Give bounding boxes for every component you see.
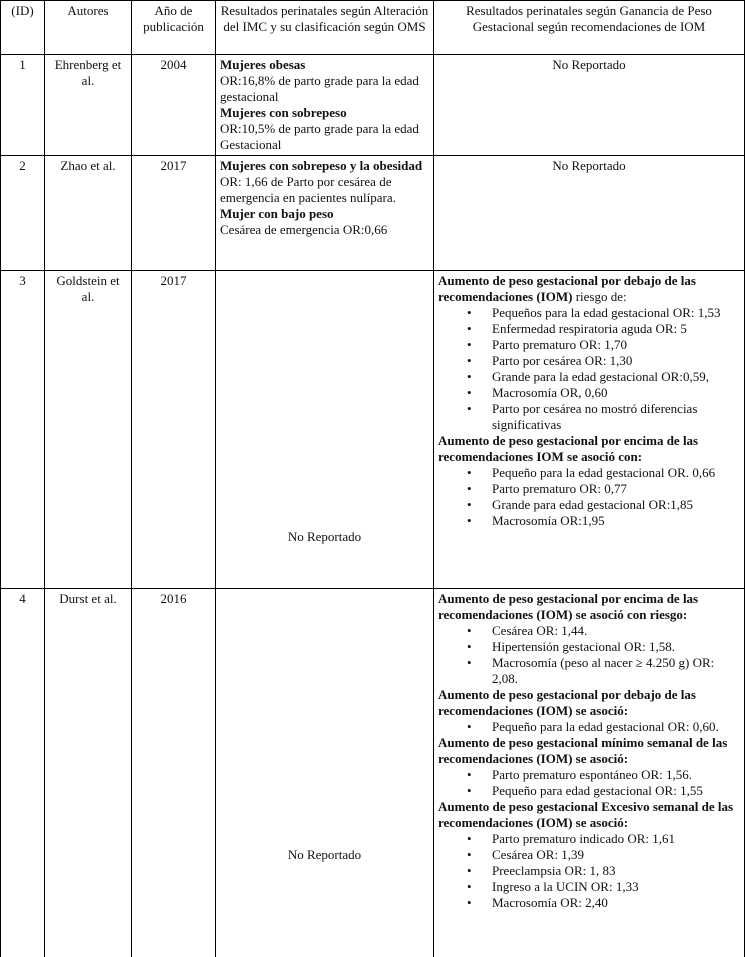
row-imc-results bbox=[216, 55, 434, 156]
header-id: (ID) bbox=[1, 1, 45, 55]
table-row bbox=[1, 156, 745, 271]
list-item: • Hipertensión gestacional OR: 1,58. bbox=[492, 639, 740, 655]
list-item: • Macrosomía OR: 2,40 bbox=[492, 895, 740, 911]
header-imc: Resultados perinatales según Alteración del IMC y su clasificación según OMS bbox=[216, 1, 434, 55]
iom-group-title: Aumento de peso gestacional Excesivo semanal de las recomendaciones (IOM) se asoció: bbox=[438, 799, 734, 830]
iom-not-reported: No Reportado bbox=[434, 156, 745, 271]
list-item: • Pequeño para edad gestacional OR: 1,55 bbox=[492, 783, 740, 799]
iom-list bbox=[438, 465, 740, 529]
list-item: • Enfermedad respiratoria aguda OR: 5 bbox=[492, 321, 740, 337]
row-authors: Ehrenberg et al. bbox=[45, 55, 132, 156]
iom-group-title: Aumento de peso gestacional mínimo semanal de las recomendaciones (IOM) se asoció: bbox=[438, 735, 728, 766]
list-item: • Pequeño para la edad gestacional OR: 0,60. bbox=[492, 719, 740, 735]
list-item: • Parto prematuro OR: 0,77 bbox=[492, 481, 740, 497]
list-item: • Cesárea OR: 1,44. bbox=[492, 623, 740, 639]
row-id: 2 bbox=[1, 156, 45, 271]
list-item: • Pequeño para la edad gestacional OR. 0,66 bbox=[492, 465, 740, 481]
iom-group-title: Aumento de peso gestacional por debajo de las recomendaciones (IOM) riesgo de: bbox=[438, 273, 696, 304]
header-authors: Autores bbox=[45, 1, 132, 55]
row-iom-results bbox=[434, 271, 745, 589]
table-row bbox=[1, 55, 745, 156]
row-authors: Durst et al. bbox=[45, 589, 132, 957]
row-year: 2016 bbox=[132, 589, 216, 957]
list-item: • Parto por cesárea OR: 1,30 bbox=[492, 353, 740, 369]
list-item: • Parto prematuro espontáneo OR: 1,56. bbox=[492, 767, 740, 783]
imc-not-reported: No Reportado bbox=[287, 529, 362, 544]
table-row bbox=[1, 271, 745, 589]
list-item: • Macrosomía OR:1,95 bbox=[492, 513, 740, 529]
row-iom-results bbox=[434, 589, 745, 957]
imc-group-text: OR:10,5% de parto grade para la edad Gestacional bbox=[220, 121, 419, 152]
iom-list bbox=[438, 831, 740, 911]
imc-not-reported: No Reportado bbox=[287, 847, 362, 862]
row-id: 1 bbox=[1, 55, 45, 156]
list-item: • Macrosomía OR, 0,60 bbox=[492, 385, 740, 401]
row-imc-results bbox=[216, 156, 434, 271]
list-item: • Pequeños para la edad gestacional OR: 1,53 bbox=[492, 305, 740, 321]
list-item: • Preeclampsia OR: 1, 83 bbox=[492, 863, 740, 879]
table-row bbox=[1, 589, 745, 957]
list-item: • Parto prematuro indicado OR: 1,61 bbox=[492, 831, 740, 847]
row-authors: Goldstein et al. bbox=[45, 271, 132, 589]
row-year: 2017 bbox=[132, 271, 216, 589]
imc-group-text: OR:16,8% de parto grade para la edad gestacional bbox=[220, 73, 419, 104]
imc-group-title: Mujeres con sobrepeso y la obesidad bbox=[220, 158, 423, 173]
list-item: • Parto por cesárea no mostró diferencias significativas bbox=[492, 401, 740, 433]
list-item: • Cesárea OR: 1,39 bbox=[492, 847, 740, 863]
row-year: 2004 bbox=[132, 55, 216, 156]
iom-list bbox=[438, 623, 740, 687]
imc-group-title: Mujeres con sobrepeso bbox=[220, 105, 347, 120]
list-item: • Grande para la edad gestacional OR:0,59, bbox=[492, 369, 740, 385]
list-item: • Ingreso a la UCIN OR: 1,33 bbox=[492, 879, 740, 895]
row-id: 3 bbox=[1, 271, 45, 589]
imc-group-text: Cesárea de emergencia OR:0,66 bbox=[220, 222, 388, 237]
iom-list bbox=[438, 305, 740, 433]
iom-group-title: Aumento de peso gestacional por encima de las recomendaciones (IOM) se asoció con riesgo: bbox=[438, 591, 699, 622]
imc-group-title: Mujer con bajo peso bbox=[220, 206, 334, 221]
iom-list bbox=[438, 767, 740, 799]
imc-not-reported-cell bbox=[216, 271, 434, 589]
row-authors: Zhao et al. bbox=[45, 156, 132, 271]
iom-group-title: Aumento de peso gestacional por encima de las recomendaciones IOM se asoció con: bbox=[438, 433, 699, 464]
header-iom: Resultados perinatales según Ganancia de Peso Gestacional según recomendaciones de IOM bbox=[434, 1, 745, 55]
iom-not-reported: No Reportado bbox=[434, 55, 745, 156]
table-header-row bbox=[1, 1, 745, 55]
list-item: • Grande para edad gestacional OR:1,85 bbox=[492, 497, 740, 513]
imc-group-text: OR: 1,66 de Parto por cesárea de emergencia en pacientes nulípara. bbox=[220, 174, 396, 205]
row-year: 2017 bbox=[132, 156, 216, 271]
iom-list bbox=[438, 719, 740, 735]
row-id: 4 bbox=[1, 589, 45, 957]
header-year: Año de publicación bbox=[132, 1, 216, 55]
iom-group-title: Aumento de peso gestacional por debajo de las recomendaciones (IOM) se asoció: bbox=[438, 687, 696, 718]
imc-group-title: Mujeres obesas bbox=[220, 57, 306, 72]
list-item: • Parto prematuro OR: 1,70 bbox=[492, 337, 740, 353]
list-item: • Macrosomía (peso al nacer ≥ 4.250 g) OR: 2,08. bbox=[492, 655, 740, 687]
imc-not-reported-cell bbox=[216, 589, 434, 957]
